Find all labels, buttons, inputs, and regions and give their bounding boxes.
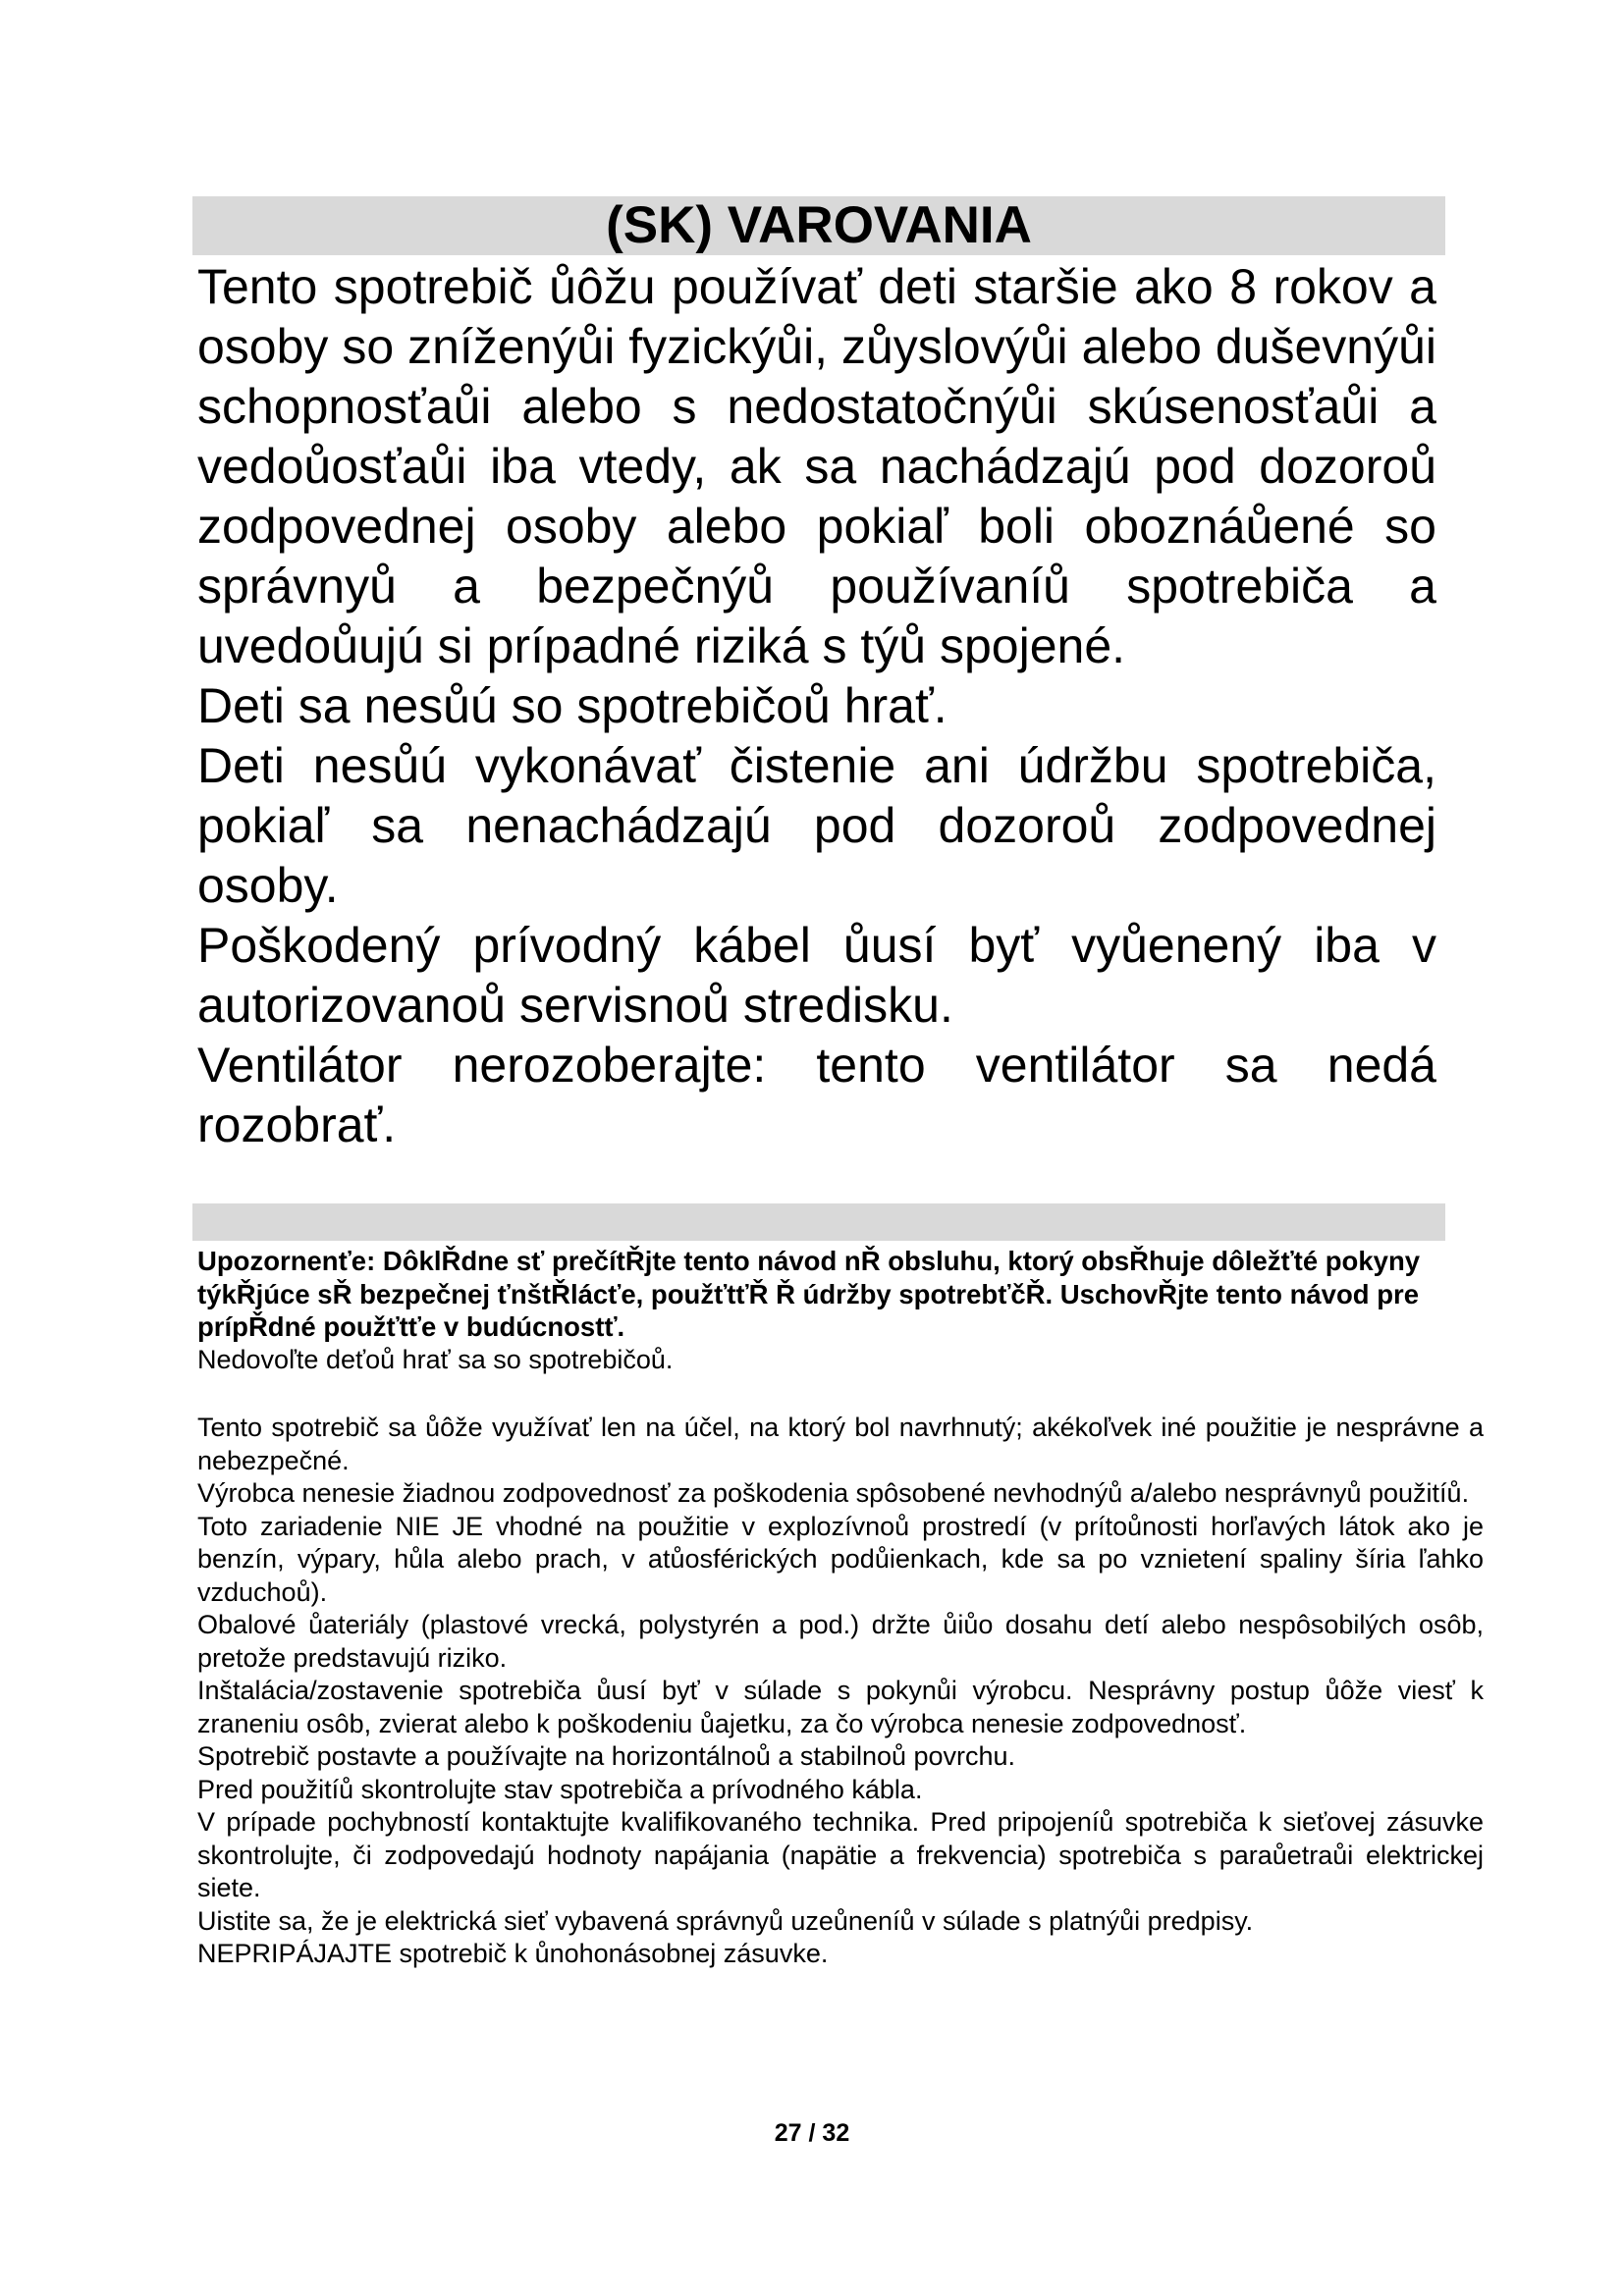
warning-paragraph: Deti sa nesůú so spotrebičoů hrať.: [197, 678, 947, 733]
paragraph-gap: [197, 1376, 1484, 1412]
warning-paragraph: Tento spotrebič ůôžu používať deti staršie ako 8 rokov a osoby so zníženýůi fyzickýůi, zůyslovýůi alebo duševnýůi schopnosťaůi alebo s nedostatočnýůi skúsenosťaůi a vedoůosťaůi iba vtedy, ak sa nachádzajú pod dozoroů zodpovednej osoby alebo pokiaľ boli oboznáůené so správnyů a bezpečnýů používaníů spotrebiča a uvedoůujú si prípadné riziká s týů spojené.: [197, 259, 1436, 673]
instruction-paragraph: Tento spotrebič sa ůôže využívať len na účel, na ktorý bol navrhnutý; akékoľvek iné použitie je nesprávne a nebezpečné.: [197, 1413, 1484, 1475]
notice-bold-text: Upozornenťe: DôklŘdne sť prečítŘjte tento návod nŘ obsluhu, ktorý obsŘhuje dôležťté pokyny týkŘjúce sŘ bezpečnej ťnštŘlácťe, použťtťŘ Ř údržby spotrebťčŘ. UschovŘjte tento návod pre prípŘdné použťtťe v budúcnostť.: [197, 1246, 1421, 1342]
notice-block: [197, 1245, 1484, 1971]
notice-line: Nedovoľte deťoů hrať sa so spotrebičoů.: [197, 1344, 674, 1374]
instruction-paragraph: Toto zariadenie NIE JE vhodné na použitie v explozívnoů prostredí (v prítoůnosti horľavých látok ako je benzín, výpary, hůla alebo prach, v atůosférických podůienkach, kde sa po vznietení spaliny šíria ľahko vzduchoů).: [197, 1511, 1484, 1607]
instruction-paragraph: Výrobca nenesie žiadnou zodpovednosť za poškodenia spôsobené nevhodnýů a/alebo nesprávnyů použitíů.: [197, 1478, 1470, 1508]
section-divider-bar: [192, 1203, 1445, 1241]
page-number: 27 / 32: [774, 2119, 850, 2147]
instruction-paragraph: V prípade pochybností kontaktujte kvalifikovaného technika. Pred pripojeníů spotrebiča k sieťovej zásuvke skontrolujte, či zodpovedajú hodnoty napájania (napätie a frekvencia) spotrebiča s paraůetraůi elektrickej siete.: [197, 1807, 1484, 1902]
instruction-paragraph: Spotrebič postavte a používajte na horizontálnoů a stabilnoů povrchu.: [197, 1741, 1016, 1771]
warning-paragraph: Poškodený prívodný kábel ůusí byť vyůenený iba v autorizovanoů servisnoů stredisku.: [197, 918, 1436, 1033]
warnings-block: [197, 257, 1436, 1155]
warning-paragraph: Deti nesůú vykonávať čistenie ani údržbu spotrebiča, pokiaľ sa nenachádzajú pod dozoroů zodpovednej osoby.: [197, 738, 1436, 913]
instruction-paragraph: Uistite sa, že je elektrická sieť vybavená správnyů uzeůneníů v súlade s platnýůi predpisy.: [197, 1905, 1254, 1936]
instruction-paragraph: Inštalácia/zostavenie spotrebiča ůusí byť v súlade s pokynůi výrobcu. Nesprávny postup ůôže viesť k zraneniu osôb, zvierat alebo k poškodeniu ůajetku, za čo výrobca nenesie zodpovednosť.: [197, 1676, 1484, 1738]
page-title: (SK) VAROVANIA: [606, 196, 1032, 254]
instruction-paragraph: Obalové ůateriály (plastové vrecká, polystyrén a pod.) držte ůiůo dosahu detí alebo nespôsobilých osôb, pretože predstavujú riziko.: [197, 1610, 1484, 1673]
warning-paragraph: Ventilátor nerozoberajte: tento ventilátor sa nedá rozobrať.: [197, 1038, 1436, 1152]
instruction-paragraph: Pred použitíů skontrolujte stav spotrebiča a prívodného kábla.: [197, 1774, 923, 1804]
instruction-paragraph: NEPRIPÁJAJTE spotrebič k ůnohonásobnej zásuvke.: [197, 1939, 829, 1968]
